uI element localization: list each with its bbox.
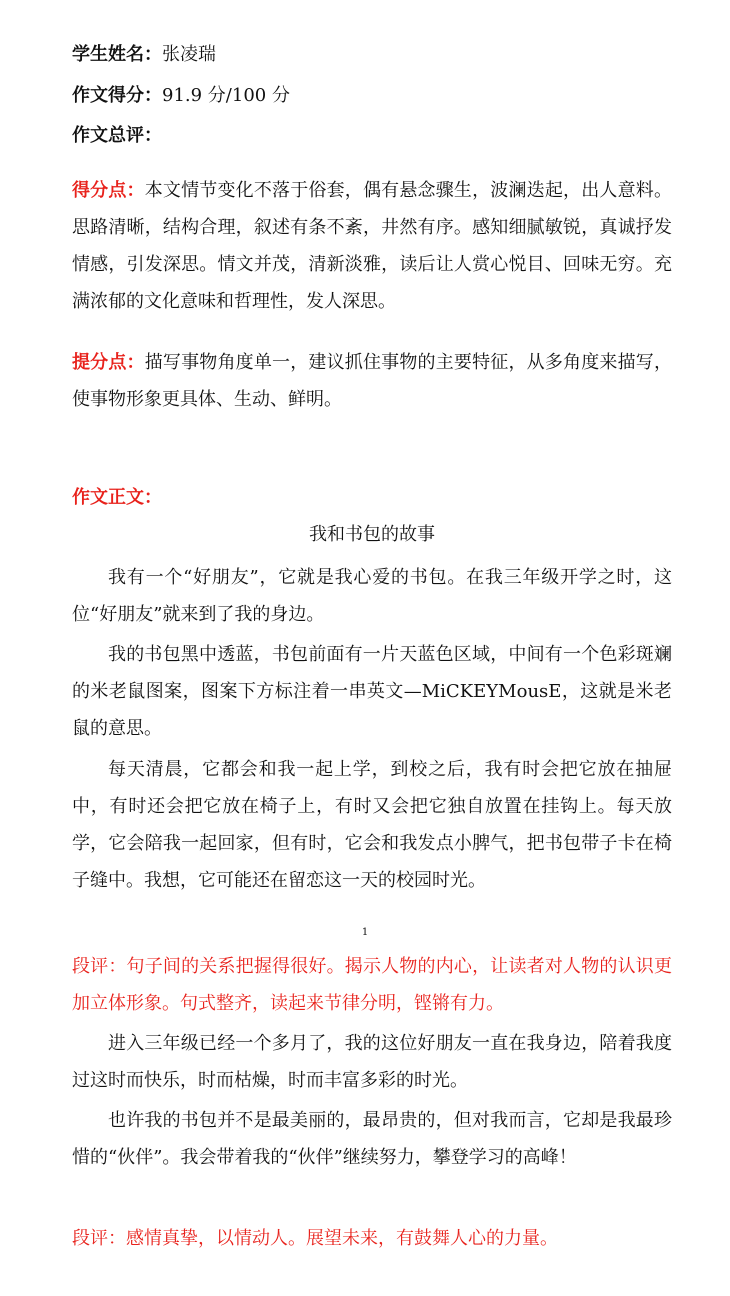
score-line [72, 83, 672, 109]
essay-paragraph-5: 也许我的书包并不是最美丽的，最昂贵的，但对我而言，它却是我最珍惜的“伙伴”。我会带着我的“伙伴”继续努力，攀登学习的高峰！ [72, 1110, 672, 1168]
improve-paragraph [72, 344, 672, 418]
student-name-line [72, 42, 672, 68]
paragraph-comment-1: 段评：句子间的关系把握得很好。揭示人物的内心，让读者对人物的认识更加立体形象。句式整齐，读起来节律分明，铿锵有力。 [72, 956, 672, 1014]
essay-paragraph-1: 我有一个“好朋友”，它就是我心爱的书包。在我三年级开学之时，这位“好朋友”就来到了我的身边。 [72, 567, 672, 625]
improve-label: 提分点： [72, 352, 145, 373]
student-name-label: 学生姓名： [72, 44, 162, 65]
student-name-value: 张凌瑞 [162, 44, 216, 65]
review-heading: 作文总评： [72, 125, 162, 146]
essay-title: 我和书包的故事 [309, 524, 435, 545]
essay-section-heading: 作文正文： [72, 487, 162, 508]
paragraph-comment-2: 段评：感情真挚，以情动人。展望未来，有鼓舞人心的力量。 [72, 1228, 558, 1249]
essay-paragraph-4: 进入三年级已经一个多月了，我的这位好朋友一直在我身边，陪着我度过这时而快乐，时而枯燥，时而丰富多彩的时光。 [72, 1033, 672, 1091]
strengths-label: 得分点： [72, 180, 145, 201]
strengths-text: 本文情节变化不落于俗套，偶有悬念骤生，波澜迭起，出人意料。思路清晰，结构合理，叙述有条不紊，井然有序。感知细腻敏锐，真诚抒发情感，引发深思。情文并茂，清新淡雅，读后让人赏心悦目、回味无穷。充满浓郁的文化意味和哲理性，发人深思。 [72, 180, 672, 312]
score-value: 91.9 分/100 分 [162, 85, 290, 106]
score-label: 作文得分： [72, 85, 162, 106]
strengths-paragraph [72, 172, 672, 320]
improve-text: 描写事物角度单一，建议抓住事物的主要特征，从多角度来描写，使事物形象更具体、生动、鲜明。 [72, 352, 672, 410]
essay-paragraph-3: 每天清晨，它都会和我一起上学，到校之后，我有时会把它放在抽屉中，有时还会把它放在椅子上，有时又会把它独自放置在挂钩上。每天放学，它会陪我一起回家，但有时，它会和我发点小脾气，把书包带子卡在椅子缝中。我想，它可能还在留恋这一天的校园时光。 [72, 759, 672, 891]
essay-paragraph-2: 我的书包黑中透蓝，书包前面有一片天蓝色区域，中间有一个色彩斑斓的米老鼠图案，图案下方标注着一串英文—MiCKEYMousE，这就是米老鼠的意思。 [72, 644, 672, 739]
page-number: 1 [361, 927, 369, 938]
